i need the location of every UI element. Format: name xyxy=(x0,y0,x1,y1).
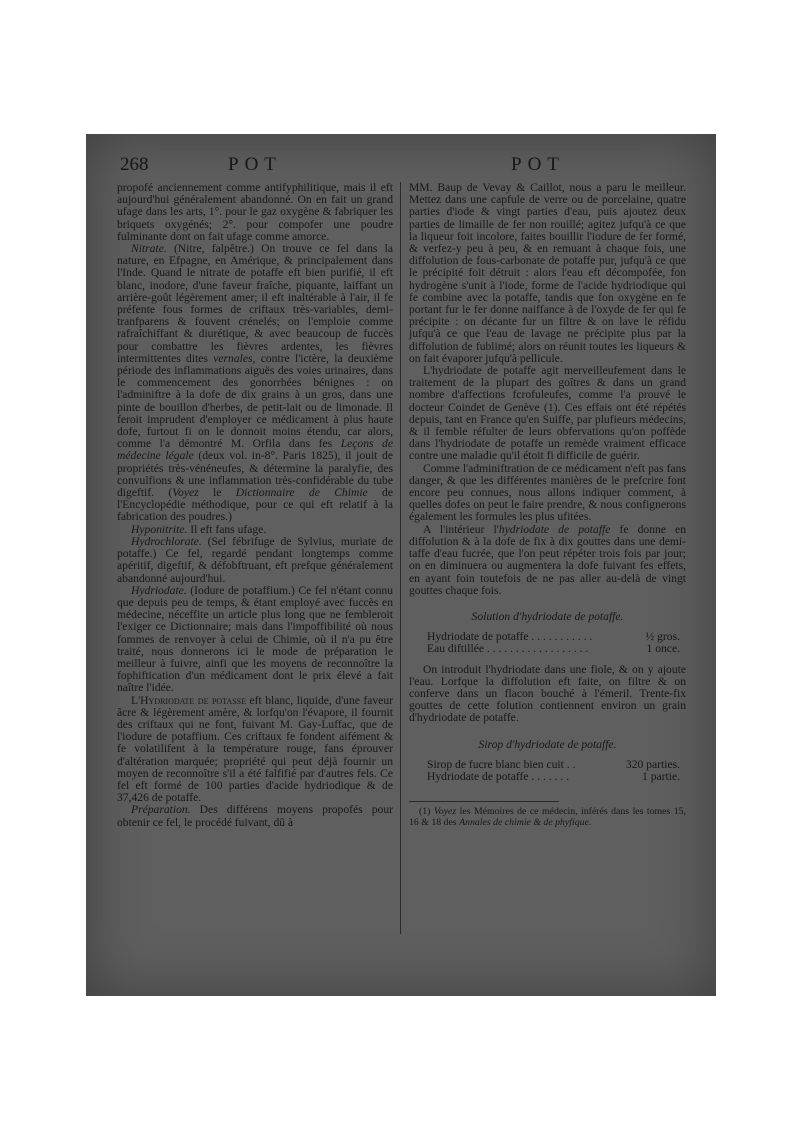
formula-title-sirop: Sirop d'hydriodate de potaffe. xyxy=(478,737,617,751)
right-column xyxy=(409,182,686,828)
entry-term: Hyponitrite. xyxy=(131,522,188,536)
formula-title-solution: Solution d'hydriodate de potaffe. xyxy=(471,609,624,623)
paragraph-hydrochlorate: Hydrochlorate. (Sel fébrifuge de Sylvius, muriate de potaffe.) Ce fel, regardé pendant longtemps comme apéritif, digeftif, & défobftruant, eft prefque généralement abandonné aujourd'hui. xyxy=(117,534,393,585)
left-column xyxy=(117,182,393,829)
scanned-page xyxy=(86,134,716,996)
paragraph: On introduit l'hydriodate dans une fiole, & on y ajoute l'eau. Lorfque la diffolution eft faite, on filtre & on conferve dans un flacon bouché à l'émeril. Trente-fix gouttes de cette folution contiennent environ un grain d'hydriodate de potaffe. xyxy=(409,662,686,725)
footnote: (1) Voyez les Mémoires de ce médecin, inférés dans les tomes 15, 16 & 18 des Annales de chimie & de phyfique. xyxy=(409,806,686,829)
entry-term: Hydrochlorate. xyxy=(131,534,202,548)
formula-row: Eau diftillée . . . . . . . . . . . . . . . . . . 1 once. xyxy=(427,642,680,656)
paragraph-hydriodate-potasse: L'Hydriodate de potasse eft blanc, liquide, d'une faveur âcre & légèrement amère, & lorfqu'on l'évapore, il fournit des criftaux qui ne font, fuivant M. Gay-Luffac, que de l'iodure de potaffium. Ces criftaux fe fondent aifément & fe volatilifent à la température rouge, fans éprouver d'altération marquée; propriété qui peut déjà fournir un moyen de reconnoître s'il a été falfifié par d'autres fels. Ce fel eft formé de 100 parties d'acide hydriodique & de 37,426 de potaffe. xyxy=(117,693,393,805)
running-head xyxy=(86,154,716,176)
paragraph-hyponitrite: Hyponitrite. Il eft fans ufage. xyxy=(131,522,267,536)
page-number: 268 xyxy=(120,154,149,175)
entry-term: Nitrate. xyxy=(131,242,167,256)
column-divider xyxy=(400,182,401,934)
running-title-right: POT xyxy=(511,154,565,175)
paragraph: A l'intérieur l'hydriodate de potaffe fe donne en diffolution & à la dofe de fix à dix gouttes dans une demi-taffe d'eau fucrée, que l'on peut répéter trois fois par jour; on en diminuera ou augmentera la dofe fuivant fes effets, en ayant foin toutefois de ne pas aller au-delà de vingt gouttes chaque fois. xyxy=(409,522,686,597)
paragraph-preparation: Préparation. Des différens moyens propofés pour obtenir ce fel, le procédé fuivant, dû à xyxy=(117,803,393,829)
paragraph-hydriodate: Hydriodate. (Iodure de potaffium.) Ce fel n'étant connu que depuis peu de temps, & étant employé avec fuccès en médecine, néceffite un article plus long que ne fembleroit l'exiger ce Dictionnaire; mais dans l'impoffibilité où nous fommes de renvoyer à celui de Chimie, où il n'a pu être traité, nous donnerons ici le mode de préparation le meilleur à fuivre, ainfi que les moyens de reconnoître la fophiftication d'un médicament dont le prix élevé a fait naître l'idée. xyxy=(117,583,393,695)
formula-row: Hydriodate de potaffe . . . . . . . 1 partie. xyxy=(427,769,680,783)
paragraph: propofé anciennement comme antifyphilitique, mais il eft aujourd'hui généralement abandonné. On en fait un grand ufage dans les arts, 1°. pour le gaz oxygène & fabriquer les briquets oxygénés; 2°. pour compofer une poudre fulminante dont on fait ufage comme amorce. xyxy=(117,181,393,243)
paragraph: MM. Baup de Vevay & Caillot, nous a paru le meilleur. Mettez dans une capfule de verre ou de porcelaine, quatre parties d'iode & vingt parties d'eau, puis ajoutez deux parties de limaille de fer non rouillé; agitez jufqu'à ce que la liqueur foit incolore, faites bouillir l'iodure de fer formé, & verfez-y peu à peu, & en remuant à chaque fois, une diffolution de fous-carbonate de potaffe pur, jufqu'à ce que le précipité foit détruit : alors l'eau eft décompofée, fon hydrogène s'unit à l'iode, forme de l'acide hydriodique qui fe combine avec la potaffe, tandis que fon oxygène en fe portant fur le fer donne naiffance à de l'oxyde de fer qui fe précipite : on décante fur un filtre & on lave le réfidu jufqu'à ce que l'eau de lavage ne précipite plus par la diffolution de fublimé; alors on réunit toutes les liqueurs & on fait évaporer jufqu'à pellicule. xyxy=(409,181,686,365)
formula-row: Hydriodate de potaffe . . . . . . . . . . . ½ gros. xyxy=(427,630,680,644)
footnote-rule xyxy=(409,801,559,802)
paragraph: L'hydriodate de potaffe agit merveilleufement dans le traitement de la plupart des goîtres & dans un grand nombre d'affections fcrofuleufes, comme l'a prouvé le docteur Coindet de Genève (1). Ces effais ont été répétés depuis, tant en France qu'en Suiffe, par plufieurs médecins, & il femble réfulter de leurs obfervations qu'on poffède dans l'hydriodate de potaffe un remède vraiment efficace contre une maladie qu'il étoit fi difficile de guérir. xyxy=(409,364,686,463)
entry-term: Préparation. xyxy=(131,803,191,817)
entry-term: Hydriodate. xyxy=(131,583,187,597)
paragraph: Comme l'adminiftration de ce médicament n'eft pas fans danger, & que les différentes manières de le prefcrire font encore peu connues, nous allons indiquer comment, à quelles dofes on peut le faire prendre, & nous confignerons également les formules les plus ufitées. xyxy=(409,461,686,524)
formula-row: Sirop de fucre blanc bien cuit . . 320 parties. xyxy=(427,757,680,771)
paragraph-nitrate: Nitrate. (Nitre, falpêtre.) On trouve ce fel dans la nature, en Efpagne, en Amérique, & principalement dans l'Inde. Quand le nitrate de potaffe eft bien purifié, il eft blanc, inodore, d'une faveur fraîche, piquante, laiffant un arrière-goût légèrement amer; il eft inaltérable à l'air, il fe préfente fous formes de criftaux très-variables, demi-tranfparens & fouvent crénelés; on l'emploie comme rafraîchiffant & diurétique, & avec beaucoup de fuccès pour combattre les fièvres ardentes, les fièvres intermittentes dites vernales, contre l'ictère, la deuxième période des inflammations aiguës des voies urinaires, dans le commencement des gonorrhées bénignes : on l'adminiftre à la dofe de dix grains à un gros, dans une pinte de bouillon d'herbes, de petit-lait ou de limonade. Il feroit imprudent d'employer ce médicament à plus haute dofe, furtout fi on le donnoit moins étendu, car alors, comme l'a démontré M. Orfila dans fes Leçons de médecine légale (deux vol. in-8°. Paris 1825), il jouit de propriétés très-vénéneufes, & détermine la paralyfie, des convulfions & une inflammation très-confidérable du tube digeftif. (Voyez le Dictionnaire de Chimie de l'Encyclopédie méthodique, pour ce qui eft relatif à la fabrication des poudres.) xyxy=(117,242,393,524)
running-title-left: POT xyxy=(228,154,282,175)
